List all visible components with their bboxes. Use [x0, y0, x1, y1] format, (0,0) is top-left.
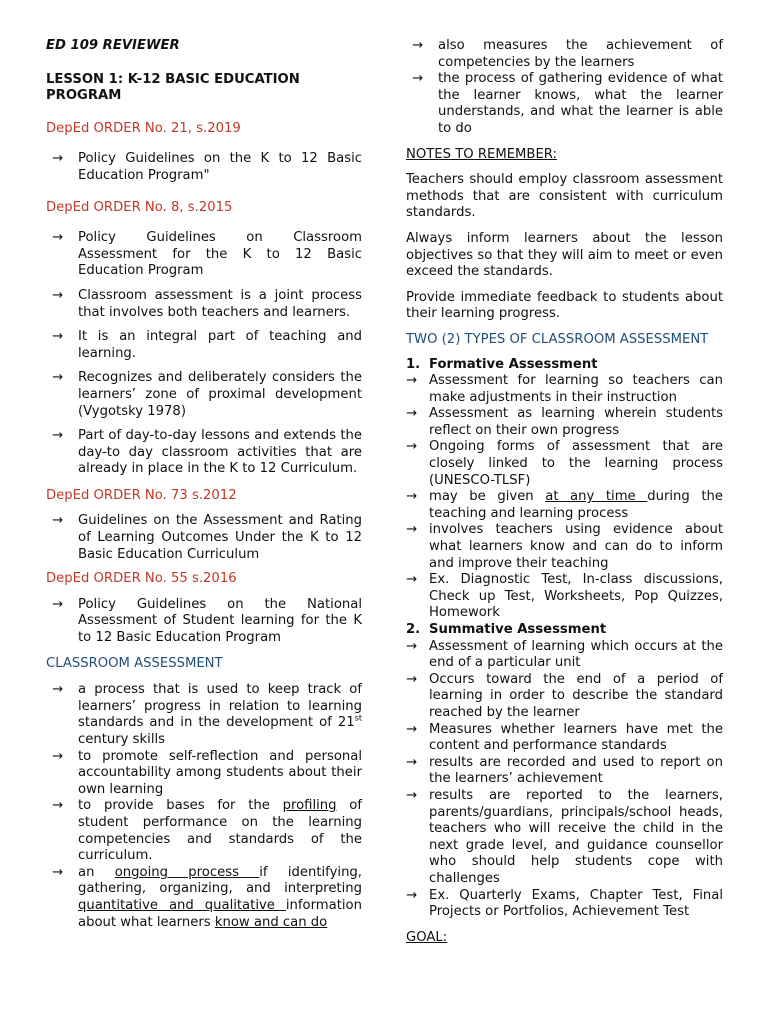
arrow-icon: → — [406, 439, 418, 455]
arrow-icon: → — [52, 798, 64, 814]
list-item — [406, 672, 723, 722]
formative-title: Formative Assessment — [429, 356, 598, 372]
list-item — [406, 788, 723, 888]
arrow-icon: → — [52, 513, 64, 529]
list-item-text: Assessment of learning which occurs at the end of a particular unit — [429, 638, 723, 671]
list-item — [46, 151, 362, 184]
list-item-text: Ex. Diagnostic Test, In-class discussions, Check up Test, Worksheets, Pop Quizzes, Homework — [429, 572, 723, 621]
list-item — [46, 682, 362, 748]
list-item-text: to provide bases for the profiling of student performance on the learning competencies and standards of the curriculum. — [78, 798, 362, 864]
list-item — [46, 329, 362, 362]
list-item-text: It is an integral part of teaching and learning. — [78, 329, 362, 361]
list-item-text: Classroom assessment is a joint process that involves both teachers and learners. — [78, 287, 362, 320]
document-title: ED 109 REVIEWER — [46, 38, 180, 53]
left-column — [46, 38, 362, 931]
list-item — [46, 428, 362, 478]
list-item-text: Policy Guidelines on the K to 12 Basic Education Program" — [78, 151, 362, 183]
arrow-icon: → — [406, 373, 418, 389]
list-item — [406, 755, 723, 788]
order-heading: DepEd ORDER No. 73 s.2012 — [46, 487, 237, 503]
right-column — [406, 38, 723, 946]
note-paragraph: Teachers should employ classroom assessment methods that are consistent with curriculum standards. — [406, 172, 723, 221]
arrow-icon: → — [406, 489, 418, 505]
arrow-icon: → — [52, 682, 64, 698]
list-item — [406, 439, 723, 489]
summative-number: 2. — [406, 622, 421, 637]
note-paragraph: Provide immediate feedback to students about their learning progress. — [406, 289, 723, 322]
list-item-text: a process that is used to keep track of learners’ progress in relation to learning standards and in the development of 21st century skills — [78, 682, 362, 747]
list-item — [46, 513, 362, 563]
list-item-text: the process of gathering evidence of what the learner knows, what the learner understands, and what the learner is able to do — [438, 71, 723, 136]
arrow-icon: → — [406, 406, 418, 422]
classroom-assessment-heading: CLASSROOM ASSESSMENT — [46, 655, 223, 671]
list-item-text: Measures whether learners have met the content and performance standards — [429, 721, 723, 754]
arrow-icon: → — [52, 596, 64, 612]
arrow-icon: → — [52, 230, 64, 246]
arrow-icon: → — [52, 151, 64, 167]
list-item-text: Ongoing forms of assessment that are closely linked to the learning process (UNESCO-TLSF) — [429, 439, 723, 488]
list-item — [406, 71, 723, 137]
arrow-icon: → — [52, 329, 64, 345]
goal-heading: GOAL: — [406, 929, 448, 945]
list-item-text: Assessment for learning so teachers can make adjustments in their instruction — [429, 373, 723, 405]
arrow-icon: → — [406, 721, 418, 737]
arrow-icon: → — [406, 754, 418, 770]
list-item-text: results are reported to the learners, parents/guardians, principals/school heads, teachers who will receive the child in the next grade level, and guidance counsellor who should help students cope with challenges — [429, 787, 723, 886]
list-item — [406, 406, 723, 439]
arrow-icon: → — [52, 370, 64, 386]
list-item-text: Policy Guidelines on Classroom Assessment for the K to 12 Basic Education Program — [78, 230, 362, 279]
list-item-text: Occurs toward the end of a period of learning in order to describe the standard reached by the learner — [429, 671, 723, 720]
lesson-title: LESSON 1: K-12 BASIC EDUCATION PROGRAM — [46, 71, 300, 104]
list-item-text: Part of day-to-day lessons and extends the day-to day classroom activities that are already in place in the K to 12 Curriculum. — [78, 428, 362, 477]
arrow-icon: → — [412, 38, 424, 53]
list-item-text: an ongoing process if identifying, gathering, organizing, and interpreting quantitative and qualitative information about what learners know and can do — [78, 864, 362, 930]
summative-title: Summative Assessment — [429, 622, 607, 637]
list-item-text: involves teachers using evidence about what learners know and can do to inform and improve their teaching — [429, 522, 723, 571]
arrow-icon: → — [406, 522, 418, 538]
list-item — [406, 722, 723, 755]
arrow-icon: → — [406, 638, 418, 654]
order-heading: DepEd ORDER No. 21, s.2019 — [46, 120, 241, 136]
arrow-icon: → — [406, 572, 418, 588]
list-item — [46, 749, 362, 799]
list-item-text: Guidelines on the Assessment and Rating of Learning Outcomes Under the K to 12 Basic Education Curriculum — [78, 513, 362, 562]
list-item-text: to promote self-reflection and personal accountability among students about their own learning — [78, 748, 362, 797]
arrow-icon: → — [406, 671, 418, 687]
order-heading: DepEd ORDER No. 55 s.2016 — [46, 571, 237, 587]
summative-heading — [406, 622, 723, 639]
list-item — [406, 572, 723, 622]
arrow-icon: → — [52, 428, 64, 444]
formative-heading — [406, 357, 723, 374]
arrow-icon: → — [52, 748, 64, 764]
arrow-icon: → — [412, 71, 424, 87]
list-item — [406, 373, 723, 406]
list-item — [406, 522, 723, 572]
list-item-text: Policy Guidelines on the National Assessment of Student learning for the K to 12 Basic Education Program — [78, 596, 362, 646]
formative-number: 1. — [406, 356, 421, 372]
arrow-icon: → — [52, 287, 64, 303]
list-item — [46, 288, 362, 321]
order-heading: DepEd ORDER No. 8, s.2015 — [46, 199, 233, 215]
arrow-icon: → — [52, 864, 64, 880]
list-item-text: Recognizes and deliberately considers the learners’ zone of proximal development (Vygotsky 1978) — [78, 370, 362, 419]
notes-heading: NOTES TO REMEMBER: — [406, 146, 557, 162]
types-heading: TWO (2) TYPES OF CLASSROOM ASSESSMENT — [406, 331, 709, 347]
list-item-text: results are recorded and used to report on the learners’ achievement — [429, 754, 723, 787]
list-item-text: also measures the achievement of competencies by the learners — [438, 38, 723, 70]
arrow-icon: → — [406, 787, 418, 803]
list-item — [46, 370, 362, 420]
list-item — [406, 888, 723, 921]
list-item-text: Assessment as learning wherein students reflect on their own progress — [429, 406, 723, 438]
list-item — [46, 798, 362, 864]
note-paragraph: Always inform learners about the lesson objectives so that they will aim to meet or even exceed the standards. — [406, 230, 723, 280]
list-item-text: may be given at any time during the teaching and learning process — [429, 489, 723, 521]
list-item — [46, 865, 362, 931]
list-item — [46, 230, 362, 280]
list-item — [46, 597, 362, 647]
list-item — [406, 38, 723, 71]
list-item-text: Ex. Quarterly Exams, Chapter Test, Final Projects or Portfolios, Achievement Test — [429, 887, 723, 920]
list-item — [406, 639, 723, 672]
list-item — [406, 489, 723, 522]
arrow-icon: → — [406, 887, 418, 903]
